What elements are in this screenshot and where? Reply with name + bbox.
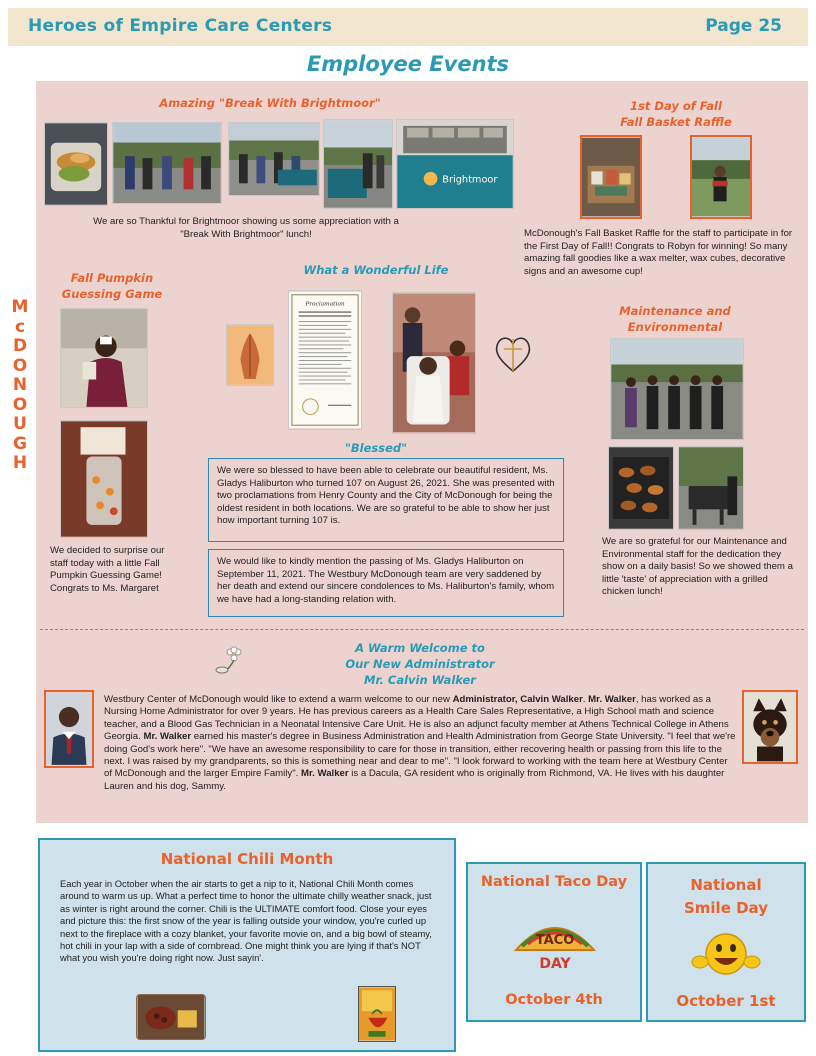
welcome-text-bold: Mr. Walker [143, 731, 192, 743]
welcome-text: Westbury Center of McDonough would like to extend a warm welcome to our new [104, 694, 453, 705]
cross-heart-icon [490, 331, 536, 377]
smile-title-line: National [690, 876, 762, 894]
administrator-photo [44, 690, 94, 768]
location-letter: H [12, 453, 28, 473]
taco-graphic-word: DAY [539, 956, 571, 972]
memorial-note: We would like to kindly mention the passing of Ms. Gladys Haliburton on September 11, 2021. The Westbury McDonough team are very saddened by her death and extend our sincere condolences to Ms. Haliburton's family, whom we have had a long-standing relation with. [208, 549, 564, 617]
taco-graphic [512, 910, 598, 976]
event-photo [323, 119, 393, 209]
section-divider [40, 629, 804, 630]
taco-graphic-word: TACO [535, 933, 575, 948]
location-letter: N [12, 375, 28, 395]
taco-day-box [466, 862, 642, 1022]
welcome-text-bold: Mr. Walker [300, 768, 349, 780]
location-letter: c [14, 316, 26, 337]
page-number: Page 25 [705, 16, 782, 36]
raffle-winner-photo [690, 135, 752, 219]
maintenance-caption: We are so grateful for our Maintenance and Environmental staff for the dedication they show on a daily basis! So we showed them a little 'taste' of appreciation with a grilled chicken lunch! [602, 536, 793, 598]
resident-birthday-photo [392, 292, 476, 434]
pumpkin-title [52, 270, 172, 302]
smile-title [648, 874, 804, 920]
smile-day-box [646, 862, 806, 1022]
location-letter: D [12, 336, 28, 356]
welcome-text: , has worked as a Nursing Home Administrator for over 9 years. He has previous careers as a Health Care Sales Representative, a High School math and science teacher, and a Blood Gas Technician in a Neonatal Intensive Care Unit. He is also an adjunct faculty member at Athens Technical College in Athens Georgia. [104, 694, 729, 743]
praying-hands-image [226, 324, 274, 386]
chili-pepper-sign-image [358, 986, 396, 1042]
fall-raffle-caption: McDonough's Fall Basket Raffle for the staff to participate in for the First Day of Fall!! Congrats to Robyn for winning! So many amazing fall goodies like a wax melter, wax cubes, decorative signs and an awesome cup! [524, 228, 793, 277]
raffle-basket-photo [580, 135, 642, 219]
wonderful-life-title: What a Wonderful Life [303, 263, 449, 277]
welcome-text-bold: Administrator, Calvin Walker [452, 694, 583, 705]
welcome-text: . [582, 694, 589, 705]
section-title: Employee Events [306, 52, 510, 76]
page-header [8, 8, 808, 46]
maintenance-title-line: Maintenance and Environmental [619, 304, 731, 334]
dog-photo [742, 690, 798, 764]
welcome-text-bold: Mr. Walker [588, 694, 636, 705]
maintenance-staff-photo [610, 338, 744, 440]
fall-raffle-title-line: Fall Basket Raffle [620, 115, 732, 129]
food-photo [44, 122, 108, 206]
proclamation-heading: Proclamation [305, 301, 345, 308]
pumpkin-title-line: Fall Pumpkin [70, 271, 154, 285]
welcome-title-line: Mr. Calvin Walker [364, 673, 476, 687]
welcome-text: is a Dacula, GA resident who is originally from Richmond, VA. He lives with his daughter Lauren and his dog, Sammy. [104, 768, 725, 792]
welcome-title-line: Our New Administrator [345, 657, 495, 671]
event-photo [112, 122, 222, 204]
welcome-paragraph [104, 694, 736, 793]
chili-bowl-image [136, 994, 206, 1040]
chili-title: National Chili Month [160, 850, 334, 868]
welcome-title-line: A Warm Welcome to [355, 641, 485, 655]
break-event-title: Amazing "Break With Brightmoor" [159, 96, 381, 110]
proclamation-document [288, 290, 362, 430]
flower-clipart [212, 646, 246, 676]
chili-month-box [38, 838, 456, 1052]
welcome-title [330, 640, 510, 688]
pumpkin-jar-photo [60, 420, 148, 538]
pumpkin-caption: We decided to surprise our staff today with a little Fall Pumpkin Guessing Game! Congrats to Ms. Margaret [50, 545, 165, 594]
location-vertical-label [8, 298, 32, 474]
location-letter: O [12, 394, 28, 415]
smile-title-line: Smile Day [683, 899, 768, 917]
location-letter: U [13, 414, 27, 434]
taco-date: October 4th [505, 992, 603, 1008]
location-letter: O [12, 355, 28, 376]
pumpkin-winner-photo [60, 308, 148, 408]
chili-text: Each year in October when the air starts to get a nip to it, National Chili Month comes around to warm us up. What a perfect time to honor the ultimate chilly weather snack, just as winter is right around the corner. Chili is the ULTIMATE comfort food. Close your eyes and picture this: the first snow of the year is falling outside your window, you're curled up next to the fireplace with a cozy blanket, your favorite movie on, and a big bowl of steamy, hot chili in your lap with a side of cornbread. One might think you are lying if that's NOT what you wish you're doing right now. Just sayin'. [60, 878, 432, 964]
grill-photo [608, 446, 674, 530]
taco-title: National Taco Day [480, 874, 628, 890]
pumpkin-title-line: Guessing Game [61, 287, 163, 301]
location-letter: G [13, 433, 27, 454]
fall-raffle-title-line: 1st Day of Fall [630, 99, 722, 113]
grill-outdoor-photo [678, 446, 744, 530]
fall-raffle-title [596, 98, 756, 130]
smile-date: October 1st [676, 992, 776, 1010]
blessed-label: "Blessed" [344, 441, 408, 455]
location-letter: M [11, 297, 29, 317]
birthday-note: We were so blessed to have been able to celebrate our beautiful resident, Ms. Gladys Haliburton who turned 107 on August 26, 2021. She was presented with two proclamations from Henry County and the City of McDonough for being the oldest resident in both locations. We are so grateful to be able to show her just how important turning 107 is. [208, 458, 564, 542]
smiley-emoji-icon [690, 928, 762, 982]
banner-text: Brightmoor [442, 174, 498, 186]
brightmoor-table-photo [396, 119, 514, 209]
break-event-caption: We are so Thankful for Brightmoor showing us some appreciation with a "Break With Brightmoor" lunch! [93, 216, 399, 240]
event-photo [228, 122, 320, 196]
welcome-text: earned his master's degree in Business Administration and Health Administration from George State University. "I feel that we're doing God's work here". "We have an awesome responsibility to care for those in transition, either recovering health or passing from this life to the next. I was raised by my grandparents, so this is something near and dear to me". "I look forward to working with the team here at Westbury Center of McDonough and the larger Empire Family". [104, 731, 736, 780]
newsletter-title: Heroes of Empire Care Centers [28, 16, 333, 36]
